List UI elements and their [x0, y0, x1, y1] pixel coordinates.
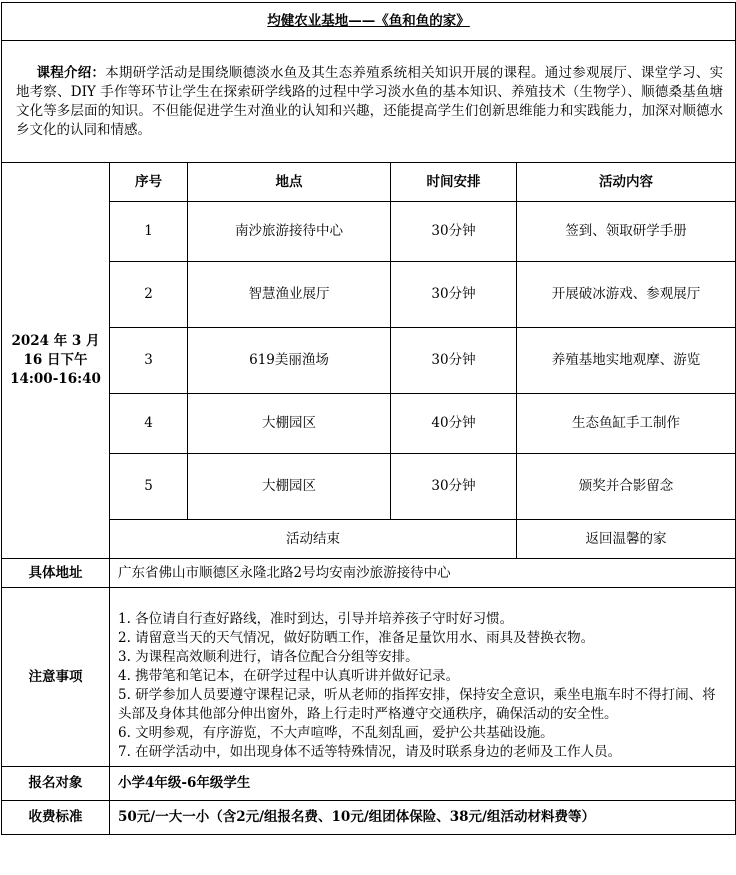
intro-text: 本期研学活动是围绕顺德淡水鱼及其生态养殖系统相关知识开展的课程。通过参观展厅、课堂学习、实地考察、DIY 手作等环节让学生在探索研学线路的过程中学习淡水鱼的基本知识、养殖技术（生物学）、顺德桑基鱼塘文化等多层面的知识。不但能促进学生对渔业的认知和兴趣，还能提高学生们创新思维能力和实践能力，加深对顺德水乡文化的认同和情感。	[16, 64, 724, 138]
date-line-3: 14:00-16:40	[10, 371, 101, 387]
date-cell	[2, 163, 110, 559]
row-no: 3	[110, 328, 188, 394]
target-label: 报名对象	[2, 767, 110, 801]
row-place: 南沙旅游接待中心	[188, 202, 391, 262]
table-row	[2, 454, 736, 520]
fee-value: 50元/一大一小（含2元/组报名费、10元/组团体保险、38元/组活动材料费等）	[110, 801, 736, 835]
table-row	[2, 262, 736, 328]
table-row	[2, 202, 736, 262]
row-time: 30分钟	[391, 262, 517, 328]
doc-title-cell	[2, 3, 736, 41]
address-row	[2, 559, 736, 588]
row-activity: 签到、领取研学手册	[517, 202, 736, 262]
notes-row	[2, 588, 736, 767]
header-no: 序号	[110, 163, 188, 202]
course-table	[1, 2, 736, 835]
intro-cell	[2, 41, 736, 163]
address-value: 广东省佛山市顺德区永隆北路2号均安南沙旅游接待中心	[110, 559, 736, 588]
row-place: 619美丽渔场	[188, 328, 391, 394]
row-time: 40分钟	[391, 394, 517, 454]
row-activity: 生态鱼缸手工制作	[517, 394, 736, 454]
target-row	[2, 767, 736, 801]
note-item: 3. 为课程高效顺利进行，请各位配合分组等安排。	[118, 649, 419, 665]
intro-label: 课程介绍：	[36, 64, 106, 81]
row-place: 大棚园区	[188, 454, 391, 520]
notes-cell	[110, 588, 736, 767]
row-activity: 养殖基地实地观摩、游览	[517, 328, 736, 394]
fee-row	[2, 801, 736, 835]
doc-title: 均健农业基地——《鱼和鱼的家》	[267, 13, 470, 29]
fee-label: 收费标准	[2, 801, 110, 835]
note-item: 2. 请留意当天的天气情况，做好防晒工作，准备足量饮用水、雨具及替换衣物。	[118, 630, 595, 646]
row-time: 30分钟	[391, 328, 517, 394]
note-item: 5. 研学参加人员要遵守课程记录，听从老师的指挥安排，保持安全意识，乘坐电瓶车时不得打闹、将头部及身体其他部分伸出窗外，路上行走时严格遵守交通秩序，确保活动的安全性。	[118, 687, 716, 722]
row-no: 5	[110, 454, 188, 520]
row-activity: 颁奖并合影留念	[517, 454, 736, 520]
table-row	[2, 394, 736, 454]
activity-end: 活动结束	[110, 520, 517, 559]
table-row	[2, 328, 736, 394]
row-place: 智慧渔业展厅	[188, 262, 391, 328]
target-value: 小学4年级-6年级学生	[110, 767, 736, 801]
row-place: 大棚园区	[188, 394, 391, 454]
row-time: 30分钟	[391, 454, 517, 520]
row-no: 4	[110, 394, 188, 454]
note-item: 7. 在研学活动中，如出现身体不适等特殊情况，请及时联系身边的老师及工作人员。	[118, 744, 622, 760]
row-time: 30分钟	[391, 202, 517, 262]
address-label: 具体地址	[2, 559, 110, 588]
end-row	[2, 520, 736, 559]
header-activity: 活动内容	[517, 163, 736, 202]
header-place: 地点	[188, 163, 391, 202]
notes-label: 注意事项	[2, 588, 110, 767]
date-line-2: 16 日下午	[23, 352, 88, 368]
note-item: 4. 携带笔和笔记本，在研学过程中认真听讲并做好记录。	[118, 668, 460, 684]
note-item: 6. 文明参观，有序游览，不大声喧哗，不乱刻乱画，爱护公共基础设施。	[118, 725, 554, 741]
row-no: 1	[110, 202, 188, 262]
row-activity: 开展破冰游戏、参观展厅	[517, 262, 736, 328]
note-item: 1. 各位请自行查好路线，准时到达，引导并培养孩子守时好习惯。	[118, 611, 514, 627]
date-line-1: 2024 年 3 月	[11, 333, 100, 349]
header-time: 时间安排	[391, 163, 517, 202]
return-home: 返回温馨的家	[517, 520, 736, 559]
row-no: 2	[110, 262, 188, 328]
